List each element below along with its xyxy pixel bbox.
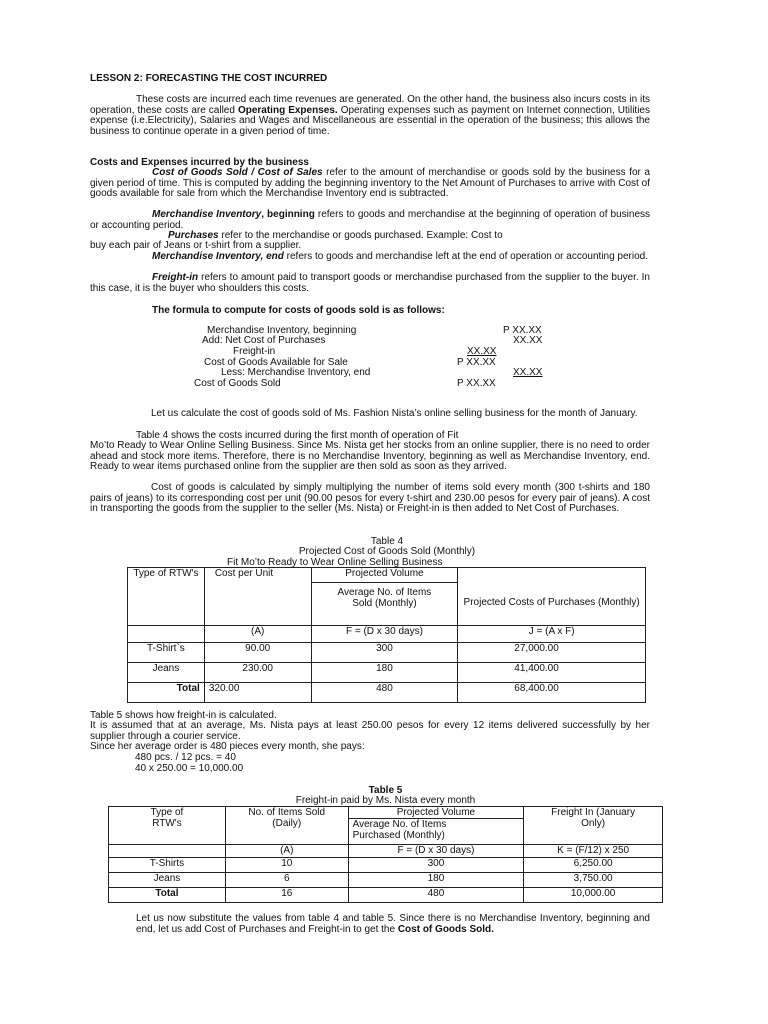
table4-formula-cost: (A) bbox=[204, 626, 311, 643]
table4-header-type: Type of RTW's bbox=[128, 568, 205, 626]
table5-cell-type: Jeans bbox=[109, 873, 226, 888]
table5-cell-volume: 180 bbox=[348, 873, 524, 888]
intro-paragraph: These costs are incurred each time revenues are generated. On the other hand, the business also incurs costs in its operation, these costs are called Operating Expenses. Operating expenses such as payment on Internet connection, Utilities expense (i.e.Electricity), Salaries and Wages and Miscellaneous are essential in the operation of the business; this allows the business to continue operate in a given period of time. bbox=[90, 94, 650, 137]
definition-mi-beginning: Merchandise Inventory, beginning refers to goods and merchandise at the beginning of operation of business or accounting period. bbox=[90, 209, 651, 231]
table4-header-volume-cell bbox=[311, 568, 458, 626]
table-row bbox=[109, 873, 663, 888]
table-row bbox=[128, 663, 646, 683]
lesson-title: LESSON 2: FORECASTING THE COST INCURRED bbox=[90, 73, 328, 84]
table4-caption-1: Table 4 bbox=[370, 536, 404, 547]
formula-label-2: Add: Net Cost of Purchases bbox=[202, 335, 326, 346]
table-row bbox=[109, 858, 663, 873]
definition-freight-in: Freight-in refers to amount paid to transport goods or merchandise purchased from the supplier to the buyer. In this case, it is the buyer who shoulders this costs. bbox=[90, 272, 650, 294]
paragraph-calc: Let us calculate the cost of goods sold of Ms. Fashion Nista’s online selling business for the month of January. bbox=[151, 408, 638, 419]
table5-header-items: No. of Items Sold (Daily) bbox=[225, 807, 348, 845]
table5-cell-volume: 300 bbox=[348, 858, 524, 873]
definition-mi-end: Merchandise Inventory, end refers to goods and merchandise left at the end of operation or accounting period. bbox=[152, 251, 649, 262]
table-row-total bbox=[109, 888, 663, 903]
table5-formula-volume: F = (D x 30 days) bbox=[348, 845, 524, 858]
formula-value-6: P XX.XX bbox=[457, 378, 496, 389]
table5-header-avg: Average No. of Items Purchased (Monthly) bbox=[352, 819, 447, 841]
table4-header-proj: Projected Costs of Purchases (Monthly) bbox=[458, 568, 646, 626]
table4-cell-type: Jeans bbox=[128, 663, 205, 683]
table4-formula-volume: F = (D x 30 days) bbox=[311, 626, 458, 643]
formula-label-1: Merchandise Inventory, beginning bbox=[207, 325, 357, 336]
formula-value-4: P XX.XX bbox=[457, 357, 496, 368]
table4 bbox=[127, 567, 646, 703]
definition-cogs: Cost of Goods Sold / Cost of Sales refer to the amount of merchandise or goods sold by the business for a given period of time. This is computed by adding the beginning inventory to the Net Amount of Purchases to arrive with Cost of goods available for sale from which the Merchandise Inventory end is subtracted. bbox=[90, 167, 650, 200]
freight-line-5: 40 x 250.00 = 10,000.00 bbox=[135, 763, 244, 774]
table4-formula-proj: J = (A x F) bbox=[458, 626, 646, 643]
definition-purchases-cont: buy each pair of Jeans or t-shirt from a supplier. bbox=[90, 240, 302, 251]
table5-cell-items: 6 bbox=[225, 873, 348, 888]
freight-line-1: Table 5 shows how freight-in is calculated. bbox=[90, 710, 277, 721]
table4-total-volume: 480 bbox=[311, 683, 458, 703]
paragraph-table4-a: Table 4 shows the costs incurred during the first month of operation of Fit bbox=[136, 430, 459, 441]
table5-formula-type bbox=[109, 845, 226, 858]
paragraph-cost-of-goods: Cost of goods is calculated by simply multiplying the number of items sold every month (300 t-shirts and 180 pairs of jeans) to its corresponding cost per unit (90.00 pesos for every t-shirt and 230.00 pesos for every pair of jeans). A cost in transporting the goods from the supplier to the seller (Ms. Nista) or Freight-in is then added to Net Cost of Purchases. bbox=[90, 482, 650, 515]
freight-line-3: Since her average order is 480 pieces every month, she pays: bbox=[90, 741, 365, 752]
table4-cell-proj: 27,000.00 bbox=[458, 643, 646, 663]
table4-caption-3: Fit Mo’to Ready to Wear Online Selling Business bbox=[227, 557, 443, 568]
table5-header-volume-cell bbox=[348, 807, 524, 845]
table5-header-type: Type of RTW's bbox=[109, 807, 226, 845]
table5-cell-type: T-Shirts bbox=[109, 858, 226, 873]
table5-total-label: Total bbox=[109, 888, 226, 903]
table4-cell-cost: 90.00 bbox=[204, 643, 311, 663]
table5-cell-items: 10 bbox=[225, 858, 348, 873]
formula-value-5: XX.XX bbox=[513, 367, 543, 378]
table4-total-cost: 320.00 bbox=[204, 683, 311, 703]
table-row bbox=[128, 643, 646, 663]
table5-caption-2: Freight-in paid by Ms. Nista every month bbox=[295, 795, 476, 806]
table5-caption-1: Table 5 bbox=[368, 785, 403, 796]
table4-header-cost: Cost per Unit bbox=[204, 568, 311, 626]
table4-cell-proj: 41,400.00 bbox=[458, 663, 646, 683]
table4-formula-type bbox=[128, 626, 205, 643]
table4-total-label: Total bbox=[128, 683, 205, 703]
table4-cell-cost: 230.00 bbox=[204, 663, 311, 683]
costs-heading: Costs and Expenses incurred by the business bbox=[90, 157, 309, 168]
table5-formula-freight: K = (F/12) x 250 bbox=[524, 845, 663, 858]
table5-header-volume: Projected Volume bbox=[349, 807, 524, 819]
formula-label-6: Cost of Goods Sold bbox=[194, 378, 281, 389]
freight-line-2: It is assumed that at an average, Ms. Nista pays at least 250.00 pesos for every 12 items delivered successfully by her supplier through a courier service. bbox=[90, 720, 650, 742]
table4-header-volume: Projected Volume bbox=[312, 568, 458, 583]
closing-paragraph: Let us now substitute the values from table 4 and table 5. Since there is no Merchandise Inventory, beginning and end, let us add Cost of Purchases and Freight-in to get the Cost of Goods Sold. bbox=[136, 913, 650, 935]
table5-formula-items: (A) bbox=[225, 845, 348, 858]
table4-caption-2: Projected Cost of Goods Sold (Monthly) bbox=[298, 546, 476, 557]
formula-label-5: Less: Merchandise Inventory, end bbox=[221, 367, 371, 378]
table4-header-avg: Average No. of Items Sold (Monthly) bbox=[337, 587, 432, 609]
table4-cell-volume: 300 bbox=[311, 643, 458, 663]
formula-label-3: Freight-in bbox=[233, 346, 276, 357]
table5-cell-freight: 6,250.00 bbox=[524, 858, 663, 873]
table5-cell-freight: 3,750.00 bbox=[524, 873, 663, 888]
formula-value-3: XX.XX bbox=[467, 346, 497, 357]
freight-line-4: 480 pcs. / 12 pcs. = 40 bbox=[135, 752, 236, 763]
table4-cell-type: T-Shirt`s bbox=[128, 643, 205, 663]
definition-purchases: Purchases refer to the merchandise or goods purchased. Example: Cost to bbox=[168, 230, 503, 241]
formula-heading: The formula to compute for costs of goods sold is as follows: bbox=[152, 305, 445, 316]
table4-cell-volume: 180 bbox=[311, 663, 458, 683]
table-row-total bbox=[128, 683, 646, 703]
table5 bbox=[108, 806, 663, 903]
formula-value-1: P XX.XX bbox=[503, 325, 542, 336]
table5-total-items: 16 bbox=[225, 888, 348, 903]
formula-value-2: XX.XX bbox=[513, 335, 543, 346]
table5-total-volume: 480 bbox=[348, 888, 524, 903]
table4-total-proj: 68,400.00 bbox=[458, 683, 646, 703]
table5-header-freight: Freight In (January Only) bbox=[524, 807, 663, 845]
paragraph-table4-b: Mo’to Ready to Wear Online Selling Business. Since Ms. Nista get her stocks from an online supplier, there is no need to order ahead and stock more items. Therefore, there is no Merchandise Inventory, beginning as well as Merchandise Inventory, end. Ready to wear items purchased online from the supplier are then sold as soon as they arrived. bbox=[90, 440, 650, 473]
formula-label-4: Cost of Goods Available for Sale bbox=[204, 357, 348, 368]
table5-total-freight: 10,000.00 bbox=[524, 888, 663, 903]
